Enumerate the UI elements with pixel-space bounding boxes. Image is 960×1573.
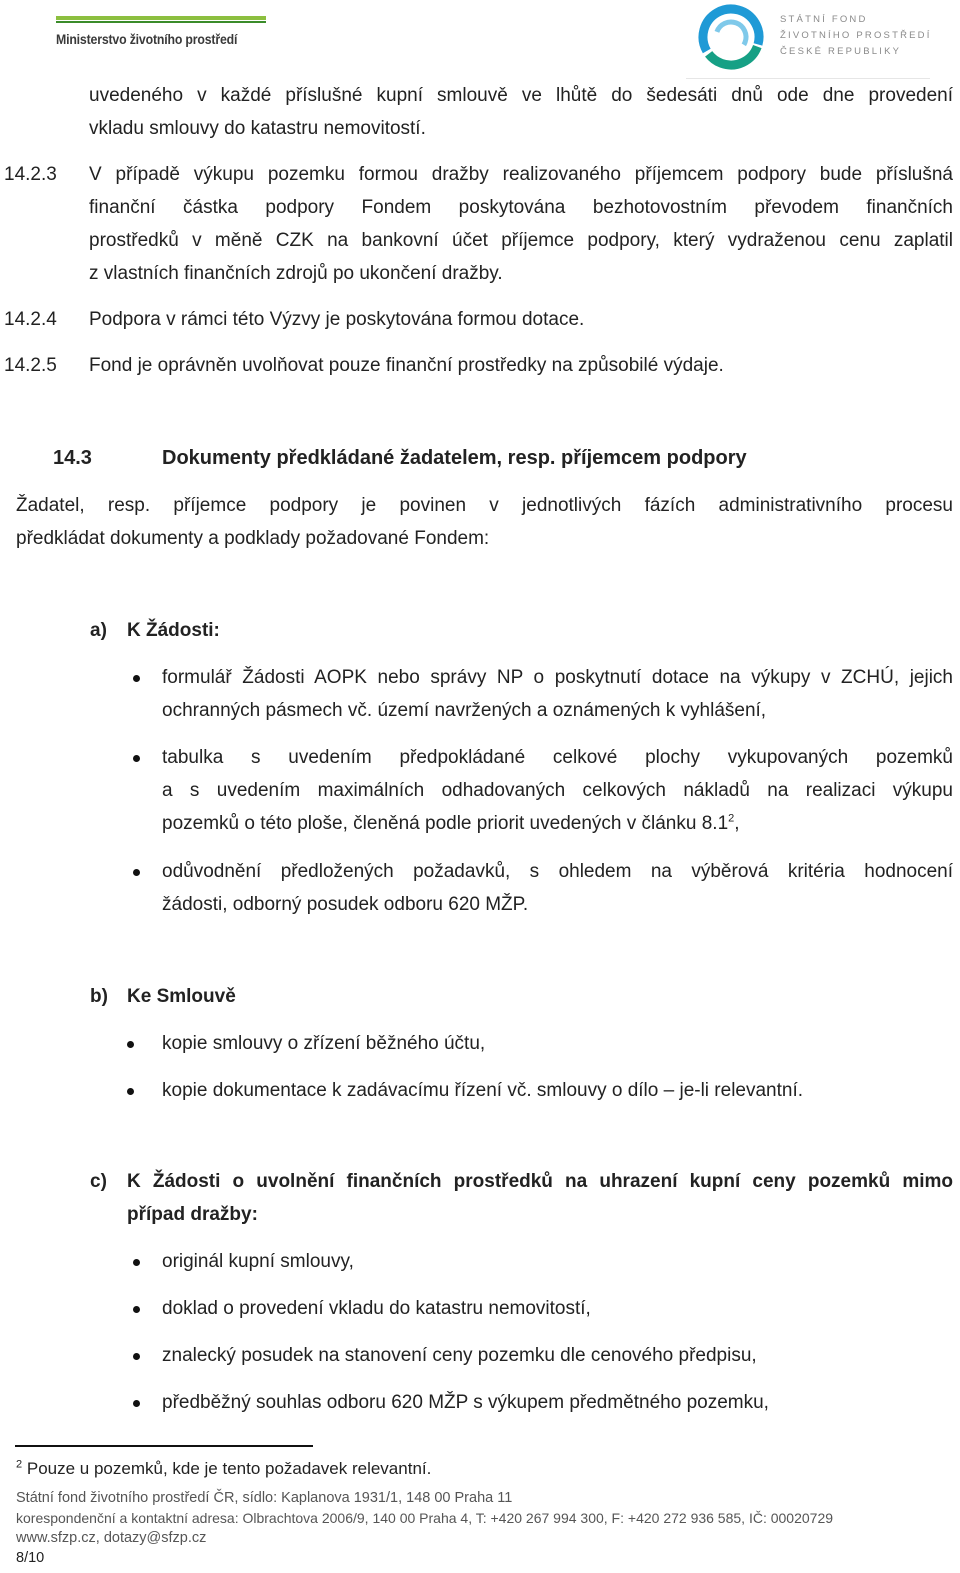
footer-links[interactable]: www.sfzp.cz, dotazy@sfzp.cz — [16, 1530, 207, 1546]
bullet-icon — [133, 675, 140, 682]
clause-line: Fond je oprávněn uvolňovat pouze finanční prostředky na způsobilé výdaje. — [89, 355, 724, 376]
intro-line: uvedeného v každé příslušné kupní smlouvě ve lhůtě do šedesáti dnů ode dne provedení — [89, 85, 953, 106]
list-item: originál kupní smlouvy, — [162, 1251, 354, 1272]
group-label: c) — [90, 1171, 107, 1192]
list-item: formulář Žádosti AOPK nebo správy NP o poskytnutí dotace na výkupy v ZCHÚ, jejich — [162, 667, 953, 688]
bullet-icon — [133, 1353, 140, 1360]
fund-emblem-icon — [698, 2, 768, 72]
clause-line: V případě výkupu pozemku formou dražby realizovaného příjemcem podpory bude příslušná — [89, 164, 953, 185]
footnote-mark: 2 — [16, 1458, 23, 1471]
list-item: ochranných pásmech vč. území navržených a oznámených k vyhlášení, — [162, 700, 767, 721]
clause-number: 14.2.3 — [4, 164, 57, 185]
list-item: pozemků o této ploše, členěná podle priorit uvedených v článku $8.1^2$, — [162, 812, 740, 834]
footer-line: Státní fond životního prostředí ČR, sídlo: Kaplanova 1931/1, 148 00 Praha 11 — [16, 1490, 513, 1506]
clause-number: 14.2.5 — [4, 355, 57, 376]
group-title: případ dražby: — [127, 1204, 258, 1225]
footer-line: korespondenční a kontaktní adresa: Olbrachtova 2006/9, 140 00 Praha 4, T: +420 267 994 300, F: +420 272 936 585, IČ: 00020729 — [16, 1510, 834, 1526]
bullet-icon — [133, 869, 140, 876]
bullet-icon — [133, 1400, 140, 1407]
group-title: K Žádosti: — [127, 620, 220, 641]
bullet-icon — [133, 1259, 140, 1266]
list-item: kopie dokumentace k zadávacímu řízení vč. smlouvy o dílo – je-li relevantní. — [162, 1080, 804, 1101]
group-title: Ke Smlouvě — [127, 986, 236, 1007]
group-label: b) — [90, 986, 108, 1007]
intro-line: vkladu smlouvy do katastru nemovitostí. — [89, 118, 426, 139]
section-title: Dokumenty předkládané žadatelem, resp. příjemcem podpory — [162, 447, 747, 469]
bullet-icon — [133, 755, 140, 762]
bullet-icon — [127, 1041, 134, 1048]
footnote-divider — [15, 1445, 313, 1447]
fund-name: STÁTNÍ FOND ŽIVOTNÍHO PROSTŘEDÍ ČESKÉ REPUBLIKY — [780, 14, 932, 57]
clause-number: 14.2.4 — [4, 309, 57, 330]
list-item: odůvodnění předložených požadavků, s ohledem na výběrová kritéria hodnocení — [162, 861, 953, 882]
group-title: K Žádosti o uvolnění finančních prostředků na uhrazení kupní ceny pozemků mimo — [127, 1171, 953, 1192]
logo-bar-dark — [56, 21, 266, 23]
section-intro-line: předkládat dokumenty a podklady požadované Fondem: — [16, 528, 490, 549]
footnote: $^2$ Pouze u pozemků, kde je tento požadavek relevantní. — [16, 1458, 432, 1478]
footnote-ref[interactable]: 2 — [728, 812, 735, 825]
bullet-icon — [127, 1088, 134, 1095]
section-number: 14.3 — [53, 447, 92, 469]
section-intro-line: Žadatel, resp. příjemce podpory je povinen v jednotlivých fázích administrativního procesu — [16, 495, 953, 516]
list-item: kopie smlouvy o zřízení běžného účtu, — [162, 1033, 486, 1054]
list-item: žádosti, odborný posudek odboru 620 MŽP. — [162, 894, 529, 915]
ministry-logo — [56, 16, 266, 47]
list-item: znalecký posudek na stanovení ceny pozemku dle cenového předpisu, — [162, 1345, 757, 1366]
logo-bar — [56, 16, 266, 20]
list-item: tabulka s uvedením předpokládané celkové plochy vykupovaných pozemků — [162, 747, 953, 768]
list-item: doklad o provedení vkladu do katastru nemovitostí, — [162, 1298, 591, 1319]
list-item: a s uvedením maximálních odhadovaných celkových nákladů na realizaci výkupu — [162, 780, 953, 801]
clause-line: Podpora v rámci této Výzvy je poskytována formou dotace. — [89, 309, 585, 330]
page-number: 8/10 — [16, 1550, 45, 1566]
clause-line: finanční částka podpory Fondem poskytována bezhotovostním převodem finančních — [89, 197, 953, 218]
clause-line: prostředků v měně CZK na bankovní účet příjemce podpory, který vydraženou cenu zaplatil — [89, 230, 953, 251]
bullet-icon — [133, 1306, 140, 1313]
clause-line: z vlastních finančních zdrojů po ukončení dražby. — [89, 263, 503, 284]
group-label: a) — [90, 620, 107, 641]
ministry-name: Ministerstvo životního prostředí — [56, 31, 238, 47]
list-item: předběžný souhlas odboru 620 MŽP s výkupem předmětného pozemku, — [162, 1392, 769, 1413]
fund-logo — [698, 2, 938, 80]
